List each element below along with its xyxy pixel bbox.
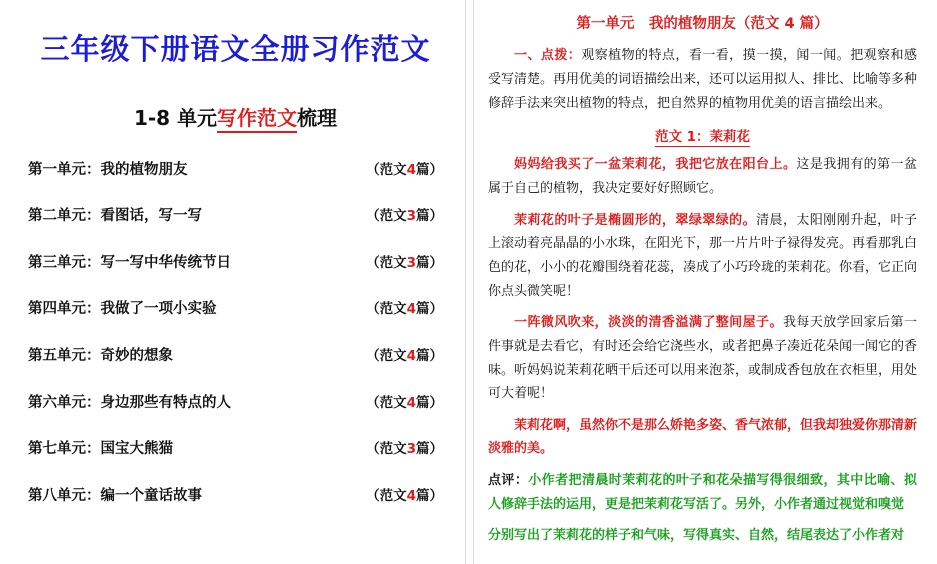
toc-row bbox=[28, 487, 443, 507]
body-paragraph-1 bbox=[488, 153, 917, 200]
toc-count-number: 4 bbox=[406, 301, 416, 318]
comment-paragraph bbox=[488, 469, 917, 516]
toc-count-number: 4 bbox=[406, 394, 416, 411]
toc-unit-label: 第四单元：我做了一项小实验 bbox=[28, 301, 217, 318]
toc-count-prefix: （范文 bbox=[366, 161, 407, 178]
section-heading: 第一单元 我的植物朋友（范文 4 篇） bbox=[576, 16, 829, 32]
toc-count-number: 4 bbox=[406, 348, 416, 365]
toc-row bbox=[28, 161, 443, 181]
toc-row bbox=[28, 394, 443, 414]
toc-count-prefix: （范文 bbox=[366, 301, 407, 318]
subtitle-highlight: 写作范文 bbox=[217, 106, 297, 133]
toc-count-number: 3 bbox=[406, 254, 416, 271]
toc-count-suffix: 篇） bbox=[416, 254, 443, 271]
comment-text: 小作者把清晨时茉莉花的叶子和花朵描写得很细致，其中比喻、拟人修辞手法的运用，更是把茉莉花写活了。另外，小作者通过视觉和嗅觉 bbox=[488, 473, 917, 512]
para2-segment-b: 翠绿翠绿的。 bbox=[675, 212, 757, 228]
toc-count-suffix: 篇） bbox=[416, 394, 443, 411]
tip-paragraph bbox=[488, 44, 917, 115]
toc-count-prefix: （范文 bbox=[366, 348, 407, 365]
toc-count-prefix: （范文 bbox=[366, 208, 407, 225]
toc-unit-label: 第一单元：我的植物朋友 bbox=[28, 161, 188, 178]
para1-segment-a: 妈妈给我买了一盆茉莉花， bbox=[514, 157, 676, 173]
tip-text: 观察植物的特点，看一看，摸一摸，闻一闻。把观察和感受写清楚。再用优美的词语描绘出来，还可以运用拟人、排比、比喻等多种修辞手法来突出植物的特点，把自然界的植物用优美的语言描绘出来。 bbox=[488, 48, 918, 111]
subtitle-prefix: 1-8 单元 bbox=[133, 105, 218, 130]
subtitle-suffix: 梳理 bbox=[297, 105, 338, 130]
toc-count bbox=[366, 207, 443, 225]
sample-heading bbox=[488, 125, 917, 145]
toc-row bbox=[28, 254, 443, 274]
toc-count-suffix: 篇） bbox=[416, 208, 443, 225]
comment-label: 点评： bbox=[488, 473, 529, 489]
table-of-contents bbox=[28, 161, 443, 507]
body-paragraph-4 bbox=[488, 414, 917, 461]
sample-heading-label: 范文 1：茉莉花 bbox=[654, 129, 751, 146]
toc-unit-label: 第三单元：写一写中华传统节日 bbox=[28, 254, 231, 271]
toc-count bbox=[366, 394, 443, 412]
toc-row bbox=[28, 347, 443, 367]
toc-row bbox=[28, 300, 443, 320]
body-paragraph-2 bbox=[488, 209, 917, 304]
para1-segment-b: 我把它放在阳台上。 bbox=[675, 157, 797, 173]
toc-count bbox=[366, 347, 443, 365]
toc-count-number: 4 bbox=[406, 161, 416, 178]
para2-segment-c: 清晨，太阳刚刚升起，叶子上滚动着亮晶晶的小水珠，在阳光下，那一片片叶子禄得发亮。再看那乳白色的花，小小的花瓣围绕着花蕊，凑成了小巧玲珑的茉莉花。你看，它正向你点头微笑呢！ bbox=[488, 212, 918, 299]
page-title: 三年级下册语文全册习作范文 bbox=[40, 32, 431, 66]
toc-unit-label: 第二单元：看图话，写一写 bbox=[28, 208, 202, 225]
toc-count-prefix: （范文 bbox=[366, 394, 407, 411]
left-page bbox=[0, 0, 465, 564]
toc-count bbox=[366, 161, 443, 179]
toc-count-prefix: （范文 bbox=[366, 254, 407, 271]
page-subtitle bbox=[28, 105, 443, 131]
toc-row bbox=[28, 440, 443, 460]
para4-text: 茉莉花啊，虽然你不是那么娇艳多姿、香气浓郁，但我却独爱你那清新淡雅的美。 bbox=[488, 417, 918, 457]
para3-segment-a: 一阵微风吹来，淡淡的清香溢满了整间屋子。 bbox=[514, 315, 783, 331]
toc-count bbox=[366, 300, 443, 318]
toc-count-suffix: 篇） bbox=[416, 487, 443, 504]
toc-count-number: 4 bbox=[406, 487, 416, 504]
toc-count-prefix: （范文 bbox=[366, 441, 407, 458]
toc-count-suffix: 篇） bbox=[416, 441, 443, 458]
toc-count-number: 3 bbox=[406, 441, 416, 458]
toc-unit-label: 第六单元：身边那些有特点的人 bbox=[28, 394, 231, 411]
toc-count-suffix: 篇） bbox=[416, 301, 443, 318]
toc-unit-label: 第八单元：编一个童话故事 bbox=[28, 487, 202, 504]
toc-count-number: 3 bbox=[406, 208, 416, 225]
comment-text-continued: 分别写出了茉莉花的样子和气味，写得真实、自然，结尾表达了小作者对 bbox=[488, 528, 905, 544]
para2-segment-a: 茉莉花的叶子是椭圆形的， bbox=[514, 212, 676, 228]
para3-segment-b: 我每天放学回家后第一件事就是去看它，有时还会给它浇些水，或者把鼻子凑近花朵闻一闻它的香味。听妈妈说茉莉花晒干后还可以用来泡茶，或制成香包放在衣柜里，用处可大着呢！ bbox=[488, 315, 918, 402]
page-divider bbox=[465, 0, 474, 564]
toc-unit-label: 第五单元：奇妙的想象 bbox=[28, 348, 173, 365]
toc-count bbox=[366, 254, 443, 272]
right-page bbox=[474, 0, 937, 564]
tip-label: 一、点拨： bbox=[514, 48, 582, 64]
toc-count-suffix: 篇） bbox=[416, 161, 443, 178]
para1-segment-c: 这是我拥有的第一盆属于自己的植物，我决定要好好照顾它。 bbox=[488, 157, 917, 196]
toc-row bbox=[28, 207, 443, 227]
comment-paragraph-continued bbox=[488, 524, 917, 548]
toc-count bbox=[366, 440, 443, 458]
toc-unit-label: 第七单元：国宝大熊猫 bbox=[28, 441, 173, 458]
toc-count bbox=[366, 487, 443, 505]
toc-count-prefix: （范文 bbox=[366, 487, 407, 504]
toc-count-suffix: 篇） bbox=[416, 348, 443, 365]
body-paragraph-3 bbox=[488, 311, 917, 406]
